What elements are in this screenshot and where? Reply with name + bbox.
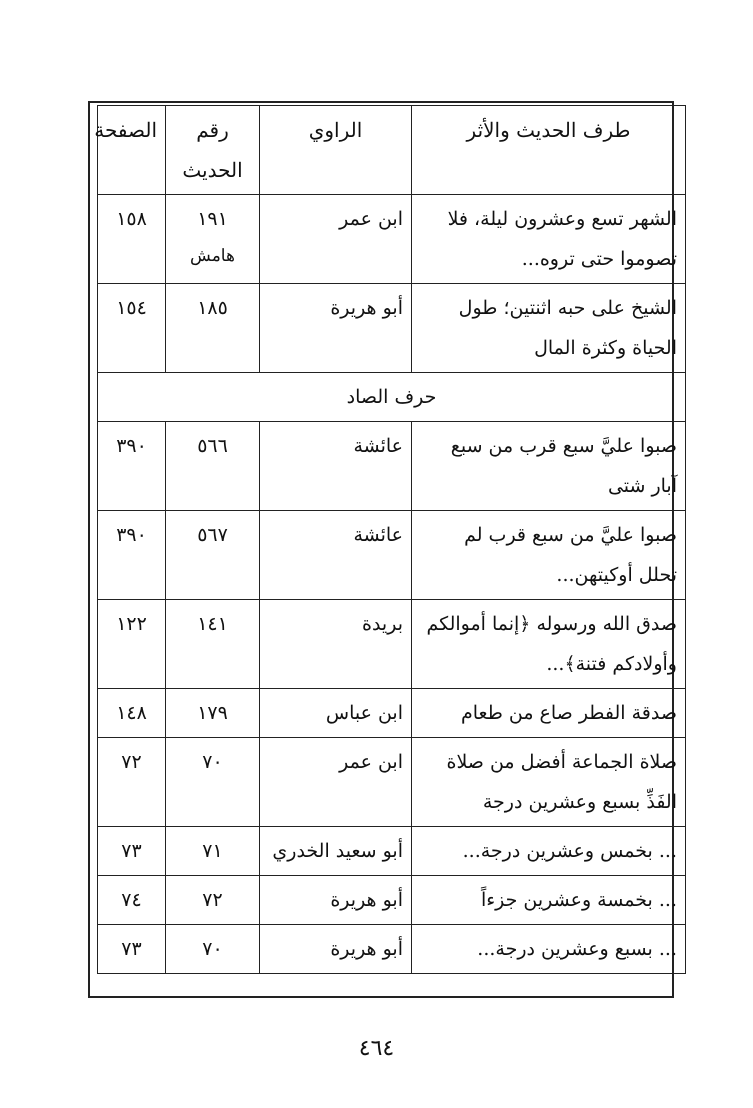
hadith-text: ... بخمسة وعشرين جزءاً [412, 876, 686, 925]
table-row [98, 876, 686, 925]
hadith-text: صبوا عليَّ من سبع قرب لم تحلل أوكيتهن... [412, 511, 686, 600]
table-row [98, 284, 686, 373]
header-row [98, 106, 686, 195]
narrator: عائشة [260, 511, 412, 600]
page-ref: ٧٤ [98, 876, 166, 925]
hadith-number: ١٧٩ [166, 689, 260, 738]
table-row [98, 827, 686, 876]
page-ref: ٣٩٠ [98, 511, 166, 600]
hadith-index-table [94, 105, 686, 974]
table-row [98, 738, 686, 827]
table-row [98, 422, 686, 511]
hadith-number [166, 195, 260, 284]
narrator: أبو هريرة [260, 925, 412, 974]
hadith-number: ٧١ [166, 827, 260, 876]
table-row [98, 689, 686, 738]
hadith-number: ٧٠ [166, 925, 260, 974]
section-title: حرف الصاد [98, 373, 686, 422]
hadith-text: صلاة الجماعة أفضل من صلاة الفَذِّ بسبع وعشرين درجة [412, 738, 686, 827]
page-ref: ٣٩٠ [98, 422, 166, 511]
table-row [98, 195, 686, 284]
hadith-text: الشهر تسع وعشرون ليلة، فلا تصوموا حتى تروه... [412, 195, 686, 284]
narrator: بريدة [260, 600, 412, 689]
header-hadith-text: طرف الحديث والأثر [412, 106, 686, 195]
hadith-text: صبوا عليَّ سبع قرب من سبع آبار شتى [412, 422, 686, 511]
hadith-text: ... بخمس وعشرين درجة... [412, 827, 686, 876]
hadith-number: ٥٦٦ [166, 422, 260, 511]
margin-note: هامش [190, 246, 235, 266]
hadith-text: صدقة الفطر صاع من طعام [412, 689, 686, 738]
narrator: ابن عمر [260, 738, 412, 827]
header-hadith-number: رقم الحديث [166, 106, 260, 195]
page-ref: ٧٣ [98, 925, 166, 974]
hadith-number-value: ١٩١ [197, 208, 228, 230]
narrator: أبو سعيد الخدري [260, 827, 412, 876]
header-page: الصفحة [98, 106, 166, 195]
page-ref: ١٥٨ [98, 195, 166, 284]
hadith-number: ١٤١ [166, 600, 260, 689]
narrator: ابن عباس [260, 689, 412, 738]
page-ref: ١٢٢ [98, 600, 166, 689]
page-ref: ٧٢ [98, 738, 166, 827]
header-narrator: الراوي [260, 106, 412, 195]
narrator: أبو هريرة [260, 284, 412, 373]
hadith-text: ... بسبع وعشرين درجة... [412, 925, 686, 974]
hadith-text: صدق الله ورسوله ﴿إنما أموالكم وأولادكم فتنة﴾... [412, 600, 686, 689]
table-row [98, 925, 686, 974]
table-row [98, 600, 686, 689]
narrator: ابن عمر [260, 195, 412, 284]
page-number: ٤٦٤ [358, 1036, 395, 1061]
table-row [98, 511, 686, 600]
hadith-text: الشيخ على حبه اثنتين؛ طول الحياة وكثرة المال [412, 284, 686, 373]
narrator: أبو هريرة [260, 876, 412, 925]
hadith-number: ٧٠ [166, 738, 260, 827]
narrator: عائشة [260, 422, 412, 511]
page-ref: ٧٣ [98, 827, 166, 876]
page-ref: ١٤٨ [98, 689, 166, 738]
hadith-number: ٧٢ [166, 876, 260, 925]
section-row [98, 373, 686, 422]
page-ref: ١٥٤ [98, 284, 166, 373]
hadith-number: ٥٦٧ [166, 511, 260, 600]
hadith-number: ١٨٥ [166, 284, 260, 373]
